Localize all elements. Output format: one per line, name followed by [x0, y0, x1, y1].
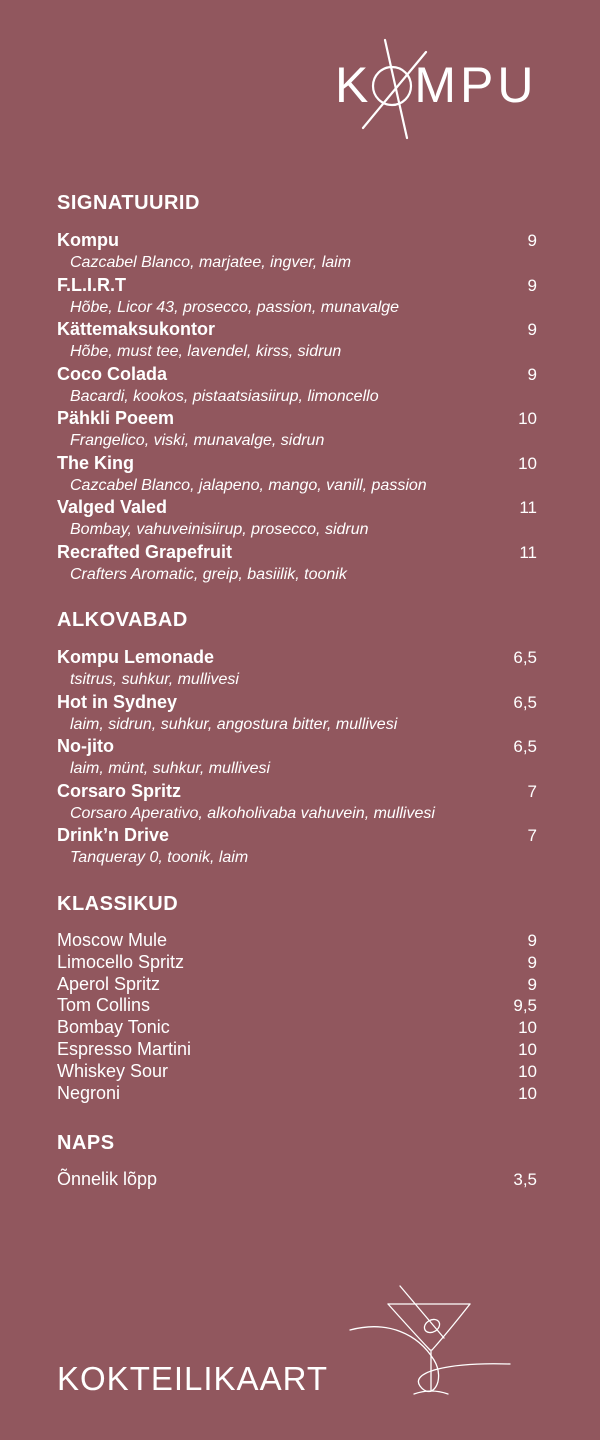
menu-list-naps: [57, 1169, 537, 1191]
cocktail-glass-icon: [348, 1282, 518, 1407]
item-price: 10: [518, 1039, 537, 1059]
item-description: Cazcabel Blanco, jalapeno, mango, vanill, passion: [70, 476, 427, 494]
item-price: 6,5: [513, 737, 537, 756]
item-price: 9,5: [513, 996, 537, 1016]
item-price: 6,5: [513, 692, 537, 712]
menu-item: [57, 274, 537, 319]
item-name: Valged Valed: [57, 497, 168, 517]
item-price: 7: [527, 826, 537, 845]
section-klassikud: [57, 892, 537, 1104]
item-name: Recrafted Grapefruit: [57, 541, 233, 562]
menu-item: [57, 735, 537, 780]
item-name: Hot in Sydney: [57, 691, 178, 712]
item-name: Kompu Lemonade: [57, 647, 215, 667]
item-price: 9: [527, 231, 537, 250]
item-name: Tom Collins: [57, 995, 151, 1016]
item-price: 9: [527, 275, 537, 295]
item-name: Drink’n Drive: [57, 825, 170, 845]
menu-item: [57, 780, 537, 825]
section-title-signatuurid: SIGNATUURID: [57, 192, 200, 214]
menu-item: [57, 952, 537, 974]
item-name: Õnnelik lõpp: [57, 1169, 158, 1189]
item-name: Corsaro Spritz: [57, 780, 182, 801]
menu-item: [57, 1017, 537, 1039]
item-name: Pähkli Poeem: [57, 408, 175, 428]
item-price: 10: [518, 1018, 537, 1038]
kompu-logo: [335, 38, 560, 144]
item-name: Whiskey Sour: [57, 1060, 169, 1081]
item-price: 10: [518, 1061, 537, 1081]
menu-item: [57, 496, 537, 541]
item-description: laim, münt, suhkur, mullivesi: [70, 760, 271, 777]
menu-list-signatuurid: [57, 229, 537, 585]
section-title-klassikud: KLASSIKUD: [57, 893, 179, 915]
item-name: No-jito: [57, 736, 114, 756]
item-description: Frangelico, viski, munavalge, sidrun: [70, 432, 325, 449]
kompu-logo-icon: [335, 38, 560, 144]
item-description: Hõbe, must tee, lavendel, kirss, sidrun: [70, 343, 342, 360]
menu-item: [57, 363, 537, 408]
item-name: Bombay Tonic: [57, 1017, 170, 1038]
item-description: Corsaro Aperativo, alkoholivaba vahuvein, mullivesi: [70, 804, 435, 822]
item-name: Coco Colada: [57, 363, 168, 384]
menu-list-klassikud: [57, 930, 537, 1104]
item-description: Hõbe, Licor 43, prosecco, passion, munavalge: [70, 298, 400, 316]
item-price: 9: [527, 952, 537, 972]
item-name: F.L.I.R.T: [57, 274, 126, 295]
section-naps: [57, 1131, 537, 1191]
item-description: Bacardi, kookos, pistaatsiasiirup, limoncello: [70, 387, 379, 405]
menu-item: [57, 995, 537, 1017]
menu-item: [57, 1039, 537, 1061]
item-price: 9: [527, 320, 537, 339]
item-name: Aperol Spritz: [57, 973, 161, 994]
item-price: 10: [518, 453, 537, 473]
item-price: 11: [519, 498, 537, 517]
logo-letters-mpu: MPU: [414, 57, 538, 113]
item-description: laim, sidrun, suhkur, angostura bitter, mullivesi: [70, 715, 398, 733]
section-signatuurid: [57, 191, 537, 585]
item-price: 11: [519, 542, 537, 562]
item-description: Bombay, vahuveinisiirup, prosecco, sidrun: [70, 521, 369, 538]
menu-item: [57, 1169, 537, 1191]
menu-item: [57, 824, 537, 869]
menu-item: [57, 407, 537, 452]
menu-item: [57, 646, 537, 691]
menu-item: [57, 1083, 537, 1105]
item-name: Limocello Spritz: [57, 951, 185, 972]
item-price: 3,5: [513, 1170, 537, 1189]
item-description: tsitrus, suhkur, mullivesi: [70, 671, 239, 688]
menu-item: [57, 930, 537, 952]
item-price: 6,5: [513, 648, 537, 667]
item-description: Crafters Aromatic, greip, basiilik, toonik: [70, 565, 347, 583]
footer-title: KOKTEILIKAART: [57, 1360, 328, 1397]
item-description: Cazcabel Blanco, marjatee, ingver, laim: [70, 254, 352, 271]
section-title-naps: NAPS: [57, 1132, 115, 1154]
item-name: Espresso Martini: [57, 1038, 192, 1059]
menu-item: [57, 541, 537, 586]
item-name: Kättemaksukontor: [57, 319, 216, 339]
menu-list-alkovabad: [57, 646, 537, 869]
item-name: Kompu: [57, 230, 119, 250]
item-price: 10: [518, 409, 537, 428]
menu-item: [57, 974, 537, 996]
menu-item: [57, 1061, 537, 1083]
item-name: Negroni: [57, 1082, 121, 1103]
logo-letter-k: K: [335, 57, 373, 113]
item-name: Moscow Mule: [57, 930, 168, 950]
item-price: 7: [527, 781, 537, 801]
item-price: 10: [518, 1083, 537, 1103]
menu-item: [57, 691, 537, 736]
menu-item: [57, 452, 537, 497]
item-name: The King: [57, 452, 134, 473]
item-price: 9: [527, 364, 537, 384]
item-price: 9: [527, 931, 537, 950]
item-price: 9: [527, 974, 537, 994]
section-alkovabad: [57, 608, 537, 869]
menu-item: [57, 229, 537, 274]
section-title-alkovabad: ALKOVABAD: [57, 609, 188, 631]
item-description: Tanqueray 0, toonik, laim: [70, 849, 249, 866]
menu-item: [57, 318, 537, 363]
